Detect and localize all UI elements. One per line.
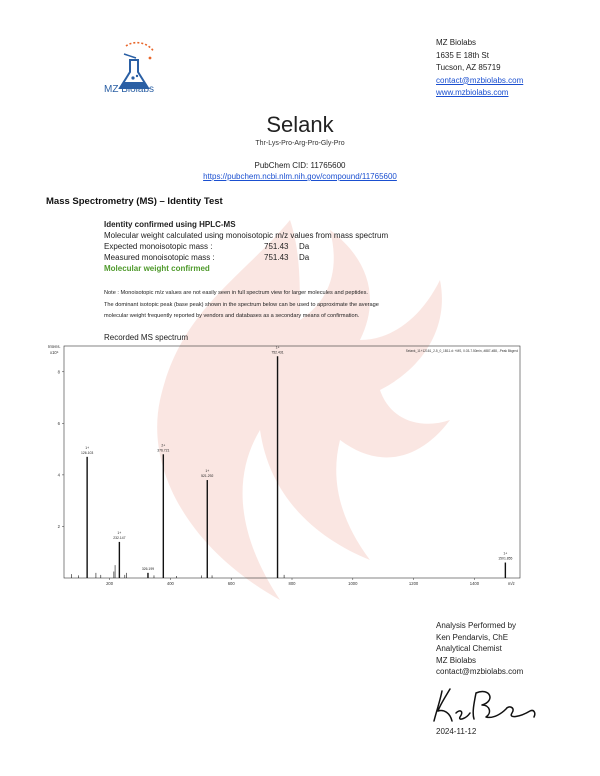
x-axis-label: m/z [508,581,515,586]
ms-spectrum-chart [46,340,526,590]
company-address [436,37,523,100]
expected-mass-value: 751.43 [264,242,289,251]
company-street: 1635 E 18th St [436,50,489,60]
peak-charge-label: 1+ [503,551,508,556]
identity-block [104,219,388,274]
chart-title: Selank_11+12161_2-5_0_1B11.d: +MS, 0.03-7.50min, #887-#88, -Peak Bkgrnd [405,349,518,353]
expected-mass-unit: Da [299,242,310,251]
y-tick-label: 6 [57,420,60,426]
note-line-2: The dominant isotopic peak (base peak) shown in the spectrum below can be used to approximate the average [104,301,379,308]
logo-text: MZ Biolabs [104,84,155,95]
y-tick-label: 4 [57,472,60,478]
peak-mz-label: 376.721 [157,448,170,453]
peak-mz-label: 232.147 [113,535,126,540]
note-line-3: molecular weight frequently reported by vendors and databases as a secondary means of confirmation. [104,313,360,319]
company-email-link[interactable]: contact@mzbiolabs.com [436,75,524,85]
x-tick-label: 800 [288,581,296,586]
note-line-1: Note : Monoisotopic m/z values are not easily seen in full spectrum view for larger molecules and peptides. [104,290,368,296]
y-tick-label: 8 [57,369,60,375]
analyst-block [436,620,523,678]
peak-mz-label: 1501.855 [498,556,513,561]
peak-charge-label: 1+ [85,445,90,450]
peak-mz-label: 326.199 [141,566,155,571]
peak-charge-label: 1+ [275,345,280,350]
x-tick-label: 600 [227,581,235,586]
x-tick-label: 1200 [408,581,419,586]
measured-mass-value: 751.43 [264,253,289,262]
spectrum-title: Recorded MS spectrum [104,333,189,342]
section-title: Mass Spectrometry (MS) – Identity Test [46,196,223,207]
identity-heading: Identity confirmed using HPLC-MS [104,220,236,229]
analyst-email: contact@mzbiolabs.com [436,667,524,676]
signature-icon [430,683,540,727]
analyst-title: Analytical Chemist [436,644,502,653]
x-tick-label: 1000 [348,581,358,586]
analyst-line-1: Analysis Performed by [436,621,517,630]
x-tick-label: 1400 [469,581,480,586]
measured-mass-row [104,252,388,263]
measured-mass-label: Measured monoisotopic mass : [104,253,215,262]
peak-mz-label: 126.103 [81,450,94,455]
page-title: Selank [266,112,334,137]
y-axis-scale-label: x10⁵ [50,350,59,355]
pubchem-block [0,160,600,182]
x-tick-label: 200 [106,581,114,586]
peak-charge-label: 1+ [117,530,122,535]
peak-mz-label: 521.292 [201,474,214,479]
company-name: MZ Biolabs [436,38,477,47]
pubchem-link[interactable]: https://pubchem.ncbi.nlm.nih.gov/compound/11765600 [203,172,397,181]
report-date: 2024-11-12 [436,727,477,736]
company-website-link[interactable]: www.mzbiolabs.com [436,88,509,97]
plot-frame [64,346,520,578]
peptide-sequence: Thr-Lys-Pro-Arg-Pro-Gly-Pro [255,140,345,147]
analyst-company: MZ Biolabs [436,655,477,665]
note-block [104,288,504,323]
peak-charge-label: 1+ [205,469,210,474]
peak-mz-label: 752.431 [271,350,284,355]
y-axis-label: Intens. [48,344,61,349]
expected-mass-row [104,241,388,252]
company-city: Tucson, AZ 85719 [436,63,501,72]
expected-mass-label: Expected monoisotopic mass : [104,242,213,251]
x-tick-label: 400 [166,581,174,586]
peak-charge-label: 2+ [161,443,166,448]
analyst-name: Ken Pendarvis, ChE [436,632,509,642]
result-status: Molecular weight confirmed [104,264,210,273]
y-tick-label: 2 [57,523,60,529]
method-text: Molecular weight calculated using monoisotopic m/z values from mass spectrum [104,231,389,240]
pubchem-cid: PubChem CID: 11765600 [254,161,346,170]
measured-mass-unit: Da [299,253,310,262]
